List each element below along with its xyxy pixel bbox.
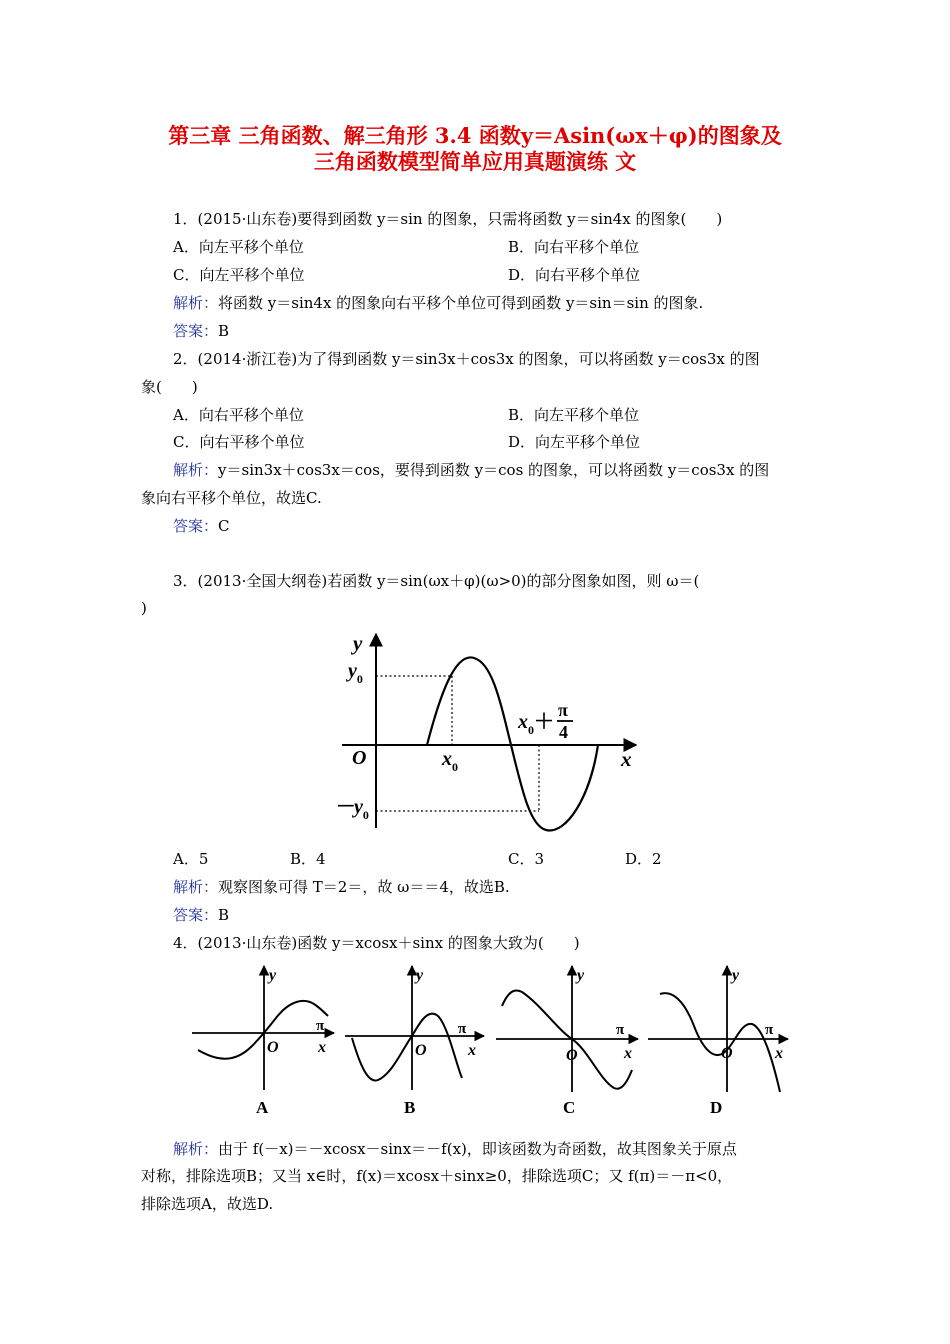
origin-label: O: [352, 747, 367, 769]
q2-option-a: A．向右平移个单位: [173, 406, 304, 424]
q2-option-c: C．向右平移个单位: [173, 433, 305, 451]
q4-stem: 4．(2013·山东卷)函数 y＝xcosx＋sinx 的图象大致为( ): [173, 934, 580, 952]
svg-text:D: D: [710, 1098, 723, 1117]
q3-answer: [173, 905, 229, 925]
x0-label: $x_0$: [442, 748, 458, 774]
q3-analysis: [173, 877, 510, 897]
q2-analysis-line2: 象向右平移个单位，故选C.: [141, 489, 322, 507]
neg-y0-label: $-y_0$: [334, 796, 369, 822]
q4-analysis-line1: [173, 1139, 737, 1159]
q2-analysis-text: y＝sin3x＋cos3x＝cos，要得到函数 y＝cos 的图象，可以将函数 y＝cos3x 的图: [218, 461, 770, 479]
q3-stem-line1: 3．(2013·全国大纲卷)若函数 y＝sin(ωx＋φ)(ω>0)的部分图象如图，则 ω＝(: [173, 572, 700, 590]
svg-text:O: O: [566, 1047, 578, 1064]
q3-sine-graph: [330, 628, 650, 838]
svg-text:A: A: [256, 1098, 269, 1117]
svg-text:y: y: [416, 967, 424, 984]
page-title: 第三章 三角函数、解三角形 3.4 函数y＝Asin(ωx＋φ)的图象及: [168, 123, 782, 148]
graph-a: [192, 966, 334, 1117]
svg-text:O: O: [721, 1045, 733, 1062]
graph-b: [345, 966, 484, 1117]
svg-text:π: π: [616, 1022, 625, 1038]
svg-text:y: y: [577, 967, 585, 984]
q3-option-b: B．4: [290, 850, 326, 868]
y0-label: $y_0$: [348, 660, 363, 686]
q1-analysis: [173, 293, 703, 313]
q1-stem: 1．(2015·山东卷)要得到函数 y＝sin 的图象，只需将函数 y＝sin4x 的图象( ): [173, 210, 723, 228]
svg-text:x: x: [468, 1042, 476, 1059]
q2-option-d: D．向左平移个单位: [508, 433, 641, 451]
q3-stem-line2: ): [141, 599, 147, 617]
q4-analysis-line3: 排除选项A，故选D.: [141, 1195, 274, 1213]
graph-d-curve: [660, 993, 780, 1092]
q3-option-a: A．5: [173, 850, 209, 868]
svg-text:x: x: [624, 1045, 632, 1062]
svg-text:π: π: [765, 1022, 774, 1038]
svg-text:O: O: [267, 1039, 279, 1056]
q1-option-c: C．向左平移个单位: [173, 266, 305, 284]
x-axis-label: x: [621, 747, 632, 771]
svg-text:y: y: [732, 967, 740, 984]
q3-answer-value: B: [218, 906, 230, 924]
page-subtitle: 三角函数模型简单应用真题演练 文: [313, 149, 637, 174]
svg-text:y: y: [269, 967, 277, 984]
q4-analysis-line2: 对称，排除选项B；又当 x∈时，f(x)＝xcosx＋sinx≥0，排除选项C；又 f(π)＝－π<0，: [141, 1167, 733, 1185]
answer-label: 答案：: [173, 906, 219, 924]
graph-b-curve: [352, 1014, 462, 1081]
q1-option-a: A．向左平移个单位: [173, 238, 304, 256]
analysis-label: 解析：: [173, 294, 219, 312]
q2-stem-line2: 象( ): [141, 378, 198, 396]
analysis-label: 解析：: [173, 1140, 219, 1158]
y-axis-label: y: [353, 631, 363, 655]
svg-text:x: x: [775, 1045, 783, 1062]
sine-curve: [427, 657, 598, 830]
q3-option-d: D．2: [625, 850, 662, 868]
q2-stem-line1: 2．(2014·浙江卷)为了得到函数 y＝sin3x＋cos3x 的图象，可以将函数 y＝cos3x 的图: [173, 350, 760, 368]
svg-text:C: C: [563, 1098, 576, 1117]
q3-option-c: C．3: [508, 850, 545, 868]
q1-analysis-text: 将函数 y＝sin4x 的图象向右平移个单位可得到函数 y＝sin＝sin 的图象.: [218, 294, 704, 312]
graph-d: [648, 966, 788, 1117]
q3-analysis-text: 观察图象可得 T＝2＝，故 ω＝＝4，故选B.: [218, 878, 510, 896]
analysis-label: 解析：: [173, 461, 219, 479]
q2-answer-value: C: [218, 517, 230, 535]
svg-text:x: x: [318, 1039, 326, 1056]
q1-option-b: B．向右平移个单位: [508, 238, 640, 256]
graph-c: [496, 966, 638, 1117]
x0-plus-label: $x_0+$: [518, 711, 554, 737]
q4-option-graphs: [185, 960, 795, 1120]
q2-option-b: B．向左平移个单位: [508, 406, 640, 424]
answer-label: 答案：: [173, 517, 219, 535]
svg-text:O: O: [415, 1042, 427, 1059]
svg-text:π: π: [316, 1018, 325, 1034]
q1-option-d: D．向右平移个单位: [508, 266, 641, 284]
four-denominator: 4: [559, 722, 568, 742]
graph-a-curve: [198, 1001, 328, 1059]
q1-answer-value: B: [218, 322, 230, 340]
analysis-label: 解析：: [173, 878, 219, 896]
pi-numerator: π: [558, 700, 568, 720]
q2-analysis-line1: [173, 460, 769, 480]
q1-answer: [173, 321, 229, 341]
answer-label: 答案：: [173, 322, 219, 340]
svg-text:π: π: [458, 1021, 467, 1037]
svg-text:B: B: [404, 1098, 416, 1117]
q4-analysis-text: 由于 f(－x)＝－xcosx－sinx＝－f(x)，即该函数为奇函数，故其图象关于原点: [218, 1140, 737, 1158]
q2-answer: [173, 516, 230, 536]
